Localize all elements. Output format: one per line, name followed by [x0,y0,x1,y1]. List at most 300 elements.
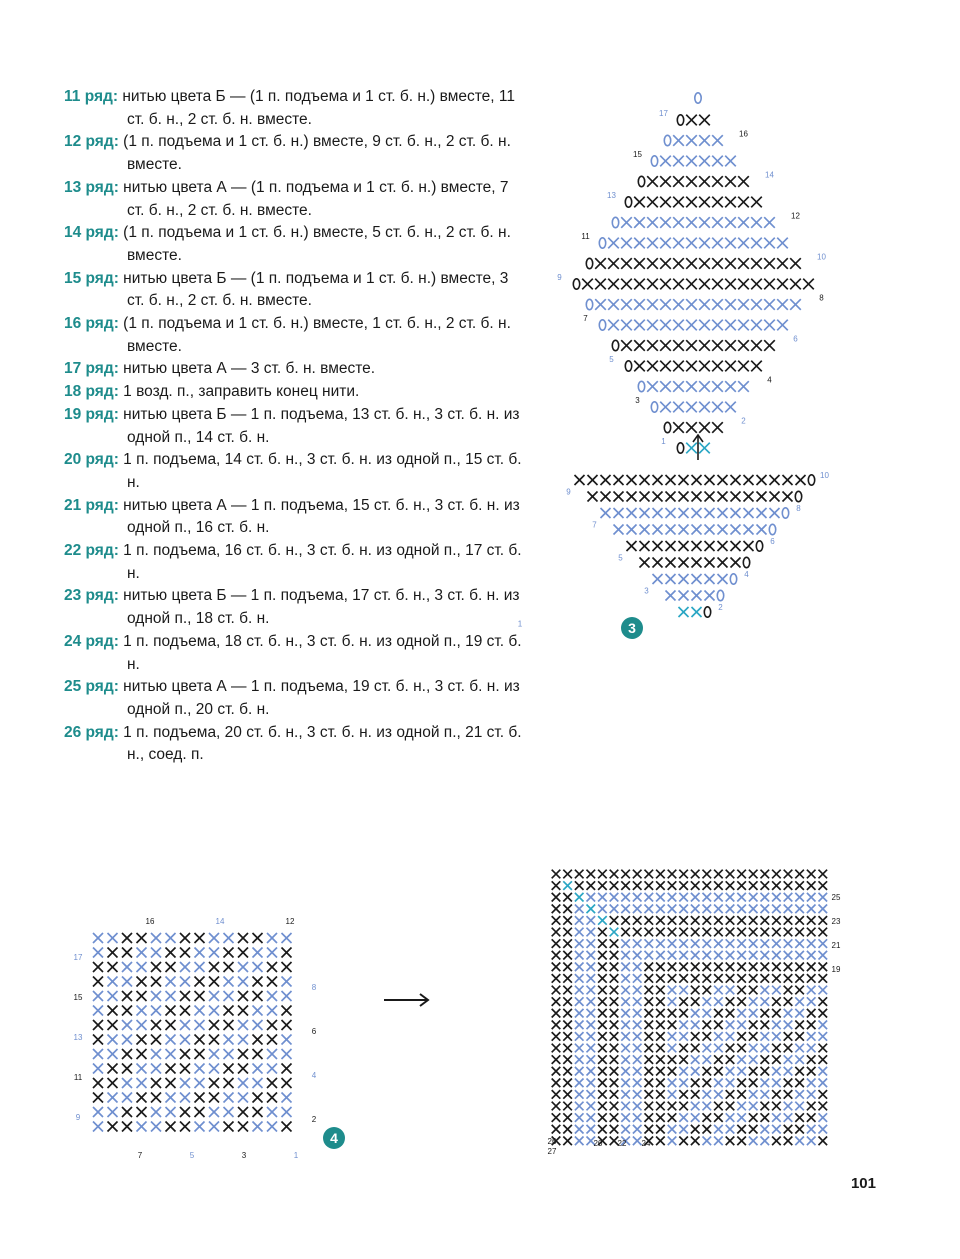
stitch-mark [731,558,741,568]
transition-arrow [380,990,436,1010]
stitch-mark [737,1079,746,1088]
stitch-mark [737,1044,746,1053]
row-text: нитью цвета Б — (1 п. подъема и 1 ст. б. н.) вместе, 3 ст. б. н., 2 ст. б. н. вместе. [118,269,509,310]
diagram-full-square [540,862,860,1172]
chain-mark [795,491,801,501]
stitch-mark [714,1009,723,1018]
stitch-mark [633,939,642,948]
stitch-mark [575,1079,584,1088]
stitch-mark [660,402,671,413]
stitch-mark [209,1035,219,1045]
stitch-mark [749,870,758,879]
stitch-mark [575,881,584,890]
stitch-mark [764,217,775,228]
stitch-mark [726,916,735,925]
stitch-mark [819,1055,828,1064]
stitch-mark [647,340,658,351]
stitch-mark [679,928,688,937]
row-number: 13 ряд: [64,178,119,196]
stitch-mark [819,1079,828,1088]
stitch-mark [633,986,642,995]
stitch-mark [587,1113,596,1122]
stitch-mark [795,1079,804,1088]
stitch-mark [633,1137,642,1146]
stitch-mark [807,974,816,983]
stitch-mark [712,176,723,187]
stitch-mark [267,1049,277,1059]
stitch-mark [705,541,715,551]
stitch-mark [209,1049,219,1059]
instruction-row [64,358,524,381]
stitch-mark [195,1049,205,1059]
stitch-mark [656,870,665,879]
stitch-mark [166,962,176,972]
stitch-mark [668,1009,677,1018]
stitch-mark [691,905,700,914]
stitch-mark [749,939,758,948]
stitch-mark [645,1032,654,1041]
stitch-mark [614,475,624,485]
stitch-mark [737,881,746,890]
stitch-mark [807,986,816,995]
stitch-mark [614,508,624,518]
stitch-mark [656,939,665,948]
stitch-mark [253,1107,263,1117]
chain-mark [704,607,710,617]
stitch-mark [784,1021,793,1030]
stitch-mark [587,1021,596,1030]
stitch-mark [725,279,736,290]
stitch-mark [587,893,596,902]
stitch-mark [621,939,630,948]
stitch-mark [679,986,688,995]
stitch-mark [761,1021,770,1030]
stitch-mark [93,962,103,972]
stitch-mark [563,974,572,983]
row-label: 8 [796,504,801,513]
stitch-mark [784,928,793,937]
stitch-mark [692,591,702,601]
stitch-mark [575,974,584,983]
stitch-mark [726,939,735,948]
stitch-mark [749,1090,758,1099]
row-label: 6 [770,537,775,546]
stitch-mark [772,1032,781,1041]
stitch-mark [819,928,828,937]
stitch-mark [699,340,710,351]
stitch-mark [238,1078,248,1088]
stitch-mark [795,939,804,948]
stitch-mark [761,1125,770,1134]
stitch-mark [575,951,584,960]
stitch-mark [679,951,688,960]
stitch-mark [621,1102,630,1111]
stitch-mark [679,492,689,502]
stitch-mark [784,1137,793,1146]
stitch-mark [598,1113,607,1122]
stitch-mark [686,279,697,290]
stitch-mark [712,238,723,249]
stitch-mark [744,492,754,502]
stitch-mark [633,928,642,937]
row-text: (1 п. подъема и 1 ст. б. н.) вместе, 9 ст. б. н., 2 ст. б. н. вместе. [118,133,511,174]
stitch-mark [714,1137,723,1146]
stitch-mark [703,939,712,948]
stitch-mark [180,977,190,987]
stitch-mark [807,905,816,914]
stitch-mark [761,997,770,1006]
stitch-mark [587,870,596,879]
stitch-mark [714,1044,723,1053]
stitch-mark [282,1064,292,1074]
stitch-mark [614,492,624,502]
stitch-mark [668,1125,677,1134]
stitch-mark [108,962,118,972]
stitch-mark [610,1032,619,1041]
stitch-mark [807,939,816,948]
stitch-mark [137,1049,147,1059]
row-label: 19 [831,965,841,974]
stitch-mark [610,1090,619,1099]
stitch-mark [772,1102,781,1111]
stitch-mark [699,217,710,228]
stitch-mark [726,963,735,972]
stitch-mark [692,508,702,518]
stitch-mark [772,870,781,879]
stitch-mark [587,905,596,914]
stitch-mark [598,1055,607,1064]
stitch-mark [772,986,781,995]
instruction-row [64,268,524,313]
stitch-mark [656,986,665,995]
stitch-mark [552,1044,561,1053]
stitch-mark [575,1055,584,1064]
stitch-mark [253,1020,263,1030]
stitch-mark [575,1102,584,1111]
stitch-mark [253,1049,263,1059]
stitch-mark [726,1055,735,1064]
stitch-mark [714,916,723,925]
stitch-mark [660,361,671,372]
stitch-mark [668,916,677,925]
stitch-mark [807,997,816,1006]
stitch-mark [575,1090,584,1099]
stitch-mark [608,299,619,310]
stitch-mark [714,1125,723,1134]
chain-mark [625,361,631,371]
stitch-mark [209,1006,219,1016]
stitch-mark [703,986,712,995]
stitch-mark [705,591,715,601]
stitch-mark [656,951,665,960]
stitch-mark [601,475,611,485]
stitch-mark [575,1113,584,1122]
stitch-mark [712,135,723,146]
stitch-mark [267,977,277,987]
stitch-mark [731,475,741,485]
stitch-mark [666,574,676,584]
stitch-mark [563,1067,572,1076]
stitch-mark [673,381,684,392]
stitch-mark [749,893,758,902]
stitch-mark [253,1006,263,1016]
stitch-mark [714,1055,723,1064]
stitch-mark [772,928,781,937]
stitch-mark [267,1064,277,1074]
stitch-mark [686,299,697,310]
stitch-mark [761,893,770,902]
stitch-mark [621,928,630,937]
stitch-mark [819,1090,828,1099]
stitch-mark [645,881,654,890]
stitch-mark [180,1078,190,1088]
stitch-mark [656,1021,665,1030]
stitch-mark [645,1113,654,1122]
stitch-mark [807,928,816,937]
stitch-mark [598,928,607,937]
stitch-mark [151,1122,161,1132]
row-label: 1 [293,1151,299,1160]
stitch-mark [712,402,723,413]
stitch-mark [166,1020,176,1030]
stitch-mark [209,933,219,943]
stitch-mark [726,1079,735,1088]
stitch-mark [656,893,665,902]
stitch-mark [575,905,584,914]
stitch-mark [737,974,746,983]
stitch-mark [795,1137,804,1146]
stitch-mark [627,475,637,485]
stitch-mark [610,997,619,1006]
chain-mark [651,156,657,166]
stitch-mark [660,320,671,331]
stitch-mark [587,1079,596,1088]
chain-mark [573,279,579,289]
chain-mark [677,115,683,125]
stitch-mark [761,939,770,948]
stitch-mark [757,475,767,485]
stitch-mark [122,948,132,958]
stitch-mark [621,217,632,228]
stitch-mark [610,1079,619,1088]
stitch-mark [180,1020,190,1030]
stitch-mark [714,997,723,1006]
stitch-mark [784,963,793,972]
stitch-mark [703,1055,712,1064]
stitch-mark [166,977,176,987]
stitch-mark [679,997,688,1006]
row-label: 3 [241,1151,247,1160]
row-number: 22 ряд: [64,542,119,560]
stitch-mark [692,607,702,617]
stitch-mark [738,299,749,310]
badge-3-label: 3 [628,620,636,636]
stitch-mark [93,1122,103,1132]
stitch-mark [772,916,781,925]
stitch-mark [610,939,619,948]
stitch-mark [137,1122,147,1132]
row-number: 23 ряд: [64,587,119,605]
stitch-mark [764,238,775,249]
stitch-mark [552,1055,561,1064]
stitch-mark [807,1009,816,1018]
stitch-mark [224,933,234,943]
stitch-mark [645,1044,654,1053]
stitch-mark [807,1113,816,1122]
stitch-mark [633,870,642,879]
stitch-mark [209,991,219,1001]
stitch-mark [784,1090,793,1099]
stitch-mark [108,1020,118,1030]
stitch-mark [647,381,658,392]
stitch-mark [737,928,746,937]
stitch-mark [795,1021,804,1030]
stitch-mark [660,238,671,249]
stitch-mark [819,1113,828,1122]
stitch-mark [587,928,596,937]
stitch-mark [807,1102,816,1111]
stitch-mark [686,361,697,372]
stitch-mark [209,1078,219,1088]
stitch-mark [737,1102,746,1111]
row-label: 12 [285,917,295,926]
stitch-mark [108,1107,118,1117]
stitch-mark [772,1113,781,1122]
stitch-mark [819,1044,828,1053]
stitch-mark [621,238,632,249]
stitch-mark [166,948,176,958]
row-number: 11 ряд: [64,88,119,105]
stitch-mark [587,1102,596,1111]
stitch-mark [807,1055,816,1064]
stitch-mark [737,1137,746,1146]
row-label: 24 [641,1139,651,1148]
stitch-mark [714,963,723,972]
stitch-mark [633,1079,642,1088]
stitch-mark [151,1093,161,1103]
stitch-mark [653,574,663,584]
stitch-mark [563,1021,572,1030]
stitch-mark [726,893,735,902]
stitch-mark [757,525,767,535]
stitch-mark [633,1067,642,1076]
stitch-mark [621,299,632,310]
stitch-mark [137,933,147,943]
stitch-mark [686,402,697,413]
stitch-mark [737,1113,746,1122]
stitch-mark [656,974,665,983]
stitch-mark [656,1009,665,1018]
stitch-mark [807,1079,816,1088]
stitch-mark [749,928,758,937]
stitch-mark [764,258,775,269]
stitch-mark [575,1021,584,1030]
stitch-mark [738,258,749,269]
stitch-mark [718,558,728,568]
stitch-mark [595,299,606,310]
stitch-mark [749,1079,758,1088]
stitch-mark [598,916,607,925]
stitch-mark [610,893,619,902]
stitch-mark [238,962,248,972]
stitch-mark [819,963,828,972]
stitch-mark [267,1122,277,1132]
stitch-mark [679,1021,688,1030]
stitch-mark [731,541,741,551]
row-label: 3 [644,586,649,596]
stitch-mark [621,916,630,925]
stitch-mark [108,1078,118,1088]
instruction-row [64,313,524,358]
stitch-mark [784,893,793,902]
stitch-mark [772,974,781,983]
stitch-mark [195,962,205,972]
chain-mark [638,381,644,391]
stitch-mark [575,928,584,937]
stitch-mark [714,1102,723,1111]
stitch-mark [673,156,684,167]
diagram-3-badge [620,616,648,644]
row-number: 12 ряд: [64,133,119,151]
stitch-mark [731,492,741,502]
stitch-mark [726,1044,735,1053]
stitch-mark [777,299,788,310]
stitch-mark [772,939,781,948]
stitch-mark [598,1090,607,1099]
stitch-mark [563,986,572,995]
stitch-mark [552,1009,561,1018]
stitch-mark [668,951,677,960]
stitch-mark [645,916,654,925]
stitch-mark [552,997,561,1006]
row-number: 18 ряд: [64,383,119,401]
stitch-mark [587,974,596,983]
stitch-mark [725,217,736,228]
stitch-mark [587,963,596,972]
stitch-mark [282,1078,292,1088]
stitch-mark [253,962,263,972]
stitch-mark [795,1055,804,1064]
stitch-mark [714,870,723,879]
stitch-mark [166,1064,176,1074]
stitch-mark [795,905,804,914]
stitch-mark [726,1137,735,1146]
stitch-mark [267,1035,277,1045]
instruction-row [64,86,524,131]
stitch-mark [563,1125,572,1134]
stitch-mark [621,320,632,331]
stitch-mark [587,939,596,948]
stitch-mark [761,974,770,983]
stitch-mark [679,558,689,568]
stitch-mark [93,1020,103,1030]
stitch-mark [819,1032,828,1041]
stitch-mark [738,361,749,372]
stitch-mark [807,963,816,972]
stitch-mark [137,948,147,958]
stitch-mark [692,475,702,485]
stitch-mark [807,1044,816,1053]
chain-mark [782,508,788,518]
stitch-mark [645,905,654,914]
stitch-mark [598,986,607,995]
row-text: нитью цвета А — (1 п. подъема и 1 ст. б. н.) вместе, 7 ст. б. н., 2 ст. б. н. вместе. [118,178,509,219]
stitch-mark [784,974,793,983]
stitch-mark [122,1006,132,1016]
stitch-mark [598,881,607,890]
stitch-mark [653,475,663,485]
stitch-mark [819,1137,828,1146]
